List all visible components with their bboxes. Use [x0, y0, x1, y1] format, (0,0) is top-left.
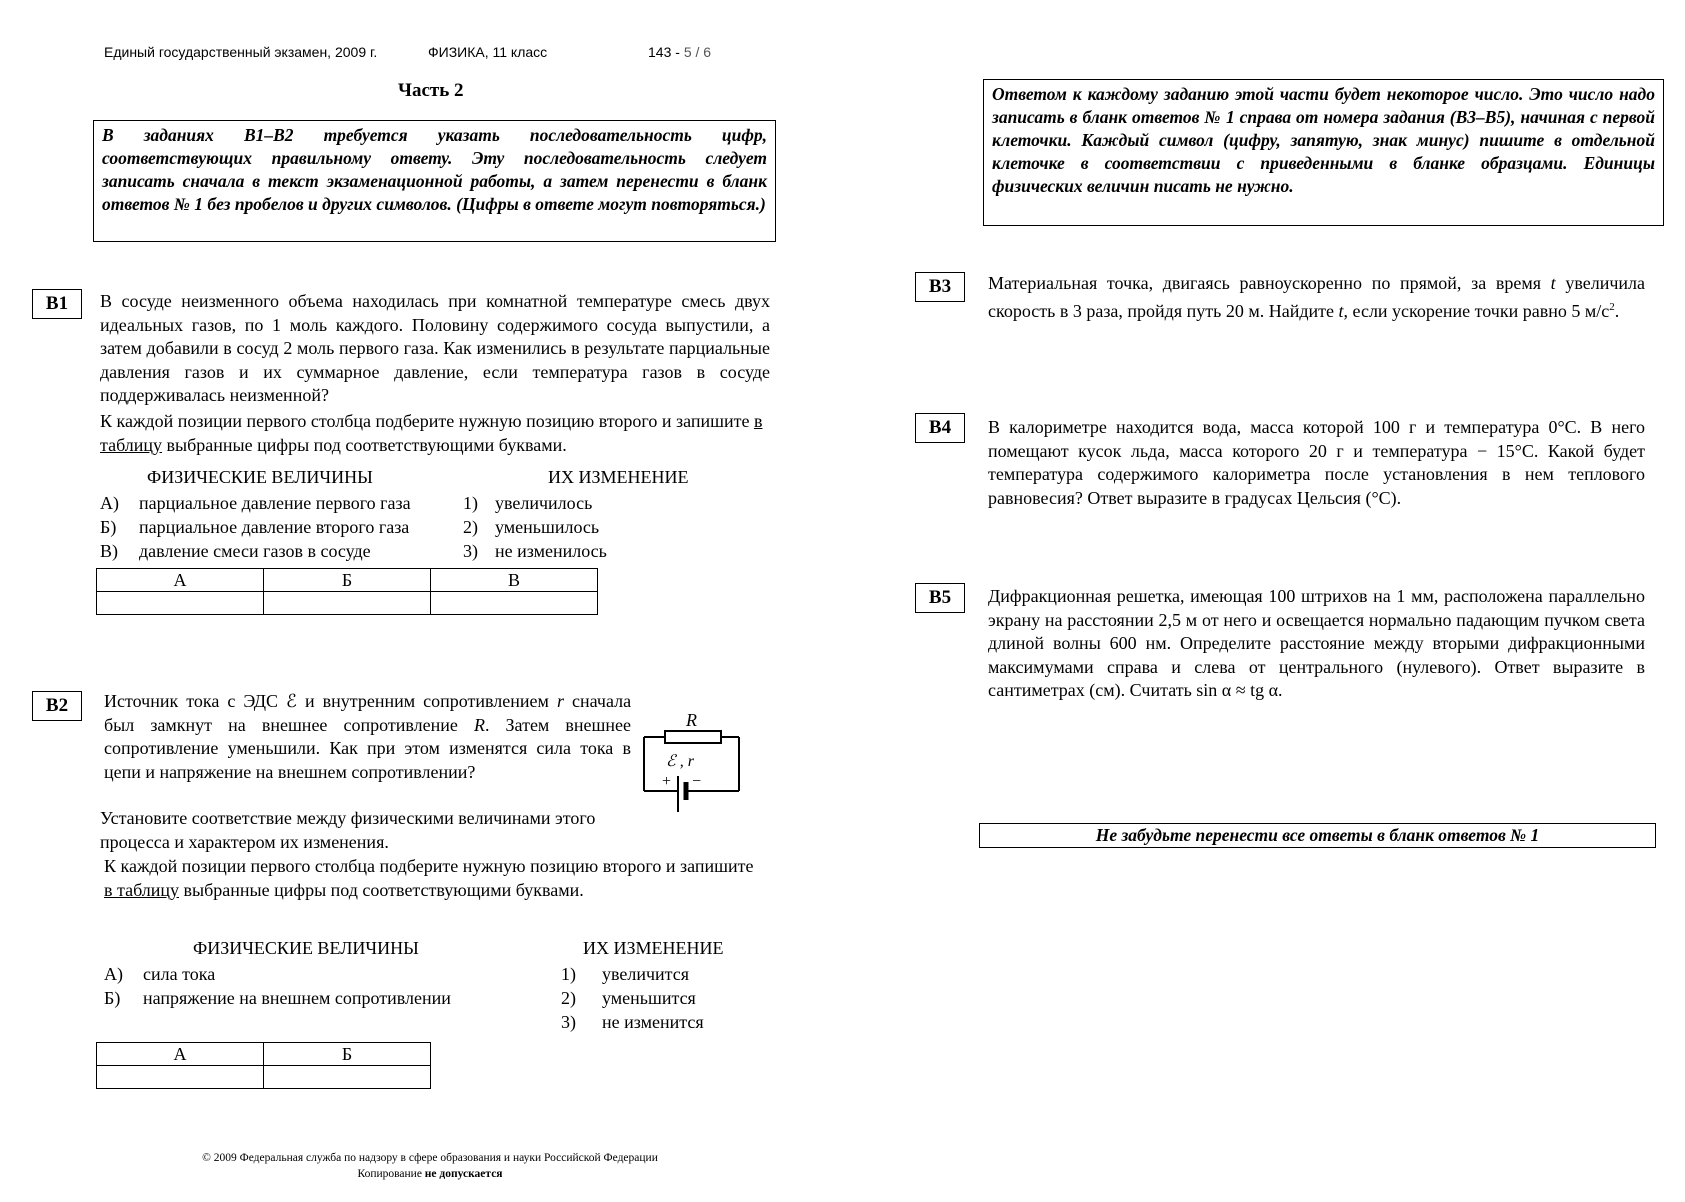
b2-right-item-key: 3): [561, 1012, 576, 1032]
b1-right-item-key: 3): [463, 541, 478, 561]
b1-instr-part: К каждой позиции первого столбца подберите нужную позицию второго и запишите: [100, 411, 750, 431]
b2-text: и внутренним сопротивлением: [304, 691, 549, 711]
b1-right-item-key: 2): [463, 517, 478, 537]
footer-text: Копирование: [357, 1168, 422, 1180]
b2-text: Источник тока с ЭДС: [104, 691, 279, 711]
b2-correspondence: Установите соответствие между физическими величинами этого процесса и характером их изменения.: [100, 808, 596, 852]
b1-left-item: [100, 515, 116, 539]
header-exam: Единый государственный экзамен, 2009 г.: [104, 44, 378, 60]
b2-right-item-key: 2): [561, 988, 576, 1008]
b1-left-item-text: парциальное давление первого газа: [139, 493, 411, 513]
b2-left-item-key: А): [104, 964, 123, 984]
b2-table-link: в таблицу: [104, 879, 180, 900]
b2-text: сначала был замкнут на внешнее сопротивление: [104, 691, 632, 735]
b1-left-item: [100, 491, 119, 515]
b3-question: [988, 272, 1645, 323]
b1-table-header: Б: [264, 569, 431, 592]
b5-formula: sin α ≈ tg α.: [1196, 680, 1283, 700]
b1-answer-cell[interactable]: [431, 592, 598, 615]
b2-right-item-text: увеличится: [602, 964, 690, 984]
b2-table-header: Б: [264, 1043, 431, 1066]
b1-col2-title: ИХ ИЗМЕНЕНИЕ: [548, 467, 689, 487]
footer-copy-notice: [150, 1167, 710, 1182]
item-key: В): [100, 541, 118, 561]
task-label-b3: B3: [915, 272, 965, 302]
b1-right-item-key: 1): [463, 493, 478, 513]
minus-sign: −: [692, 773, 702, 790]
t-symbol: t: [1550, 273, 1556, 293]
circuit-diagram: [640, 708, 750, 818]
task-label-b5: B5: [915, 583, 965, 613]
b4-question: В калориметре находится вода, масса которой 100 г и температура 0°С. В него помещают кусок льда, масса которого 20 г и температура − 15°С. Какой будет температура содержимого калориметра после установления в нем теплового равновесия? Ответ выразите в градусах Цельсия (°С).: [988, 417, 1645, 508]
b1-table-link: в таблицу: [100, 411, 763, 455]
page-of: 5 / 6: [683, 44, 712, 60]
b2-answer-table: [96, 1042, 431, 1089]
b1-left-item-text: давление смеси газов в сосуде: [139, 541, 371, 561]
reminder-box: Не забудьте перенести все ответы в бланк ответов № 1: [979, 823, 1656, 848]
b1-answer-table: [96, 568, 598, 615]
b1-right-item-text: увеличилось: [495, 493, 593, 513]
b2-right-item-key: 1): [561, 964, 576, 984]
b1-col1-title: ФИЗИЧЕСКИЕ ВЕЛИЧИНЫ: [147, 467, 373, 487]
footer-text-bold: не допускается: [424, 1168, 503, 1180]
part-title: Часть 2: [398, 80, 464, 101]
circuit-source-label: ℰ , r: [666, 753, 694, 770]
b2-right-item-text: уменьшится: [602, 988, 696, 1008]
b2-instr-part: выбранные цифры под соответствующими буквами.: [183, 879, 584, 900]
b2-right-item-text: не изменится: [602, 1012, 704, 1032]
b5-text: Дифракционная решетка, имеющая 100 штрихов на 1 мм, расположена параллельно экрану на расстоянии 2,5 м от него и освещается нормально падающим пучком света длиной волны 600 нм. Определите расстояние между вторыми дифракционными максимумами справа и слева от центрального (нулевого). Ответ выразите в сантиметрах (см). Считать: [988, 586, 1645, 700]
superscript: 2: [1609, 300, 1615, 313]
instruction-box-right: Ответом к каждому заданию этой части будет некоторое число. Это число надо записать в бланк ответов № 1 справа от номера задания (В3–В5), начиная с первой клеточки. Каждый символ (цифру, запятую, знак минус) пишите в отдельной клеточке в соответствии с приведенными в бланке образцами. Единицы физических величин писать не нужно.: [983, 79, 1664, 226]
item-key: Б): [100, 517, 117, 537]
b3-text: Материальная точка, двигаясь равноускоренно по прямой, за время: [988, 273, 1542, 293]
b1-question: В сосуде неизменного объема находилась при комнатной температуре смесь двух идеальных газов, по 1 моль каждого. Половину содержимого сосуда выпустили, а затем добавили в сосуд 2 моль первого газа. Как изменились в результате парциальные давления газов и их суммарное давление, если температура газов в сосуде поддерживалась неизменной?: [100, 291, 770, 405]
b1-left-item: [100, 539, 118, 563]
b2-instruction: [104, 855, 754, 902]
R-symbol: R: [473, 714, 485, 735]
r-symbol: r: [556, 691, 564, 711]
b2-question: [104, 690, 631, 784]
instruction-box-left: В заданиях В1–В2 требуется указать последовательность цифр, соответствующих правильному ответу. Эту последовательность следует записать сначала в текст экзаменационной работы, а затем перенести в бланк ответов № 1 без пробелов и других символов. (Цифры в ответе могут повторяться.): [93, 120, 776, 242]
t-symbol: t: [1338, 300, 1344, 321]
b2-left-item-text: сила тока: [143, 964, 216, 984]
b2-instr-part: К каждой позиции первого столбца подберите нужную позицию второго и запишите: [104, 856, 754, 876]
resistor-icon: [665, 731, 721, 743]
emf-symbol: ℰ: [286, 691, 297, 711]
b2-left-item-key: Б): [104, 988, 121, 1008]
b2-answer-cell[interactable]: [264, 1066, 431, 1089]
header-page: [648, 44, 711, 60]
plus-sign: +: [662, 773, 672, 790]
task-label-b1: B1: [32, 289, 82, 319]
b1-left-item-text: парциальное давление второго газа: [139, 517, 410, 537]
b1-answer-cell[interactable]: [97, 592, 264, 615]
footer-copyright: © 2009 Федеральная служба по надзору в сфере образования и науки Российской Федерации: [202, 1152, 658, 1164]
b5-question: [988, 585, 1645, 703]
b1-right-item-text: не изменилось: [495, 541, 607, 561]
item-key: А): [100, 493, 119, 513]
header-subject: ФИЗИКА, 11 класс: [428, 44, 548, 60]
task-label-b2: B2: [32, 691, 82, 721]
b1-right-item-text: уменьшилось: [495, 517, 600, 537]
b2-col1-title: ФИЗИЧЕСКИЕ ВЕЛИЧИНЫ: [193, 938, 419, 958]
b3-text: увеличила скорость в 3 раза, пройдя путь 20 м. Найдите: [988, 273, 1645, 321]
b3-text: , если ускорение точки равно 5 м/с: [1343, 300, 1610, 321]
b3-text: .: [1614, 300, 1620, 321]
circuit-resistor-label: R: [686, 710, 697, 730]
page-number: 143 -: [648, 44, 680, 60]
b2-answer-cell[interactable]: [97, 1066, 264, 1089]
b1-table-header: А: [97, 569, 264, 592]
b1-instr-part: выбранные цифры под соответствующими буквами.: [166, 434, 567, 455]
b1-table-header: В: [431, 569, 598, 592]
b2-left-item-text: напряжение на внешнем сопротивлении: [143, 988, 451, 1008]
b2-col2-title: ИХ ИЗМЕНЕНИЕ: [583, 938, 724, 958]
b2-text: . Затем внешнее сопротивление уменьшили. Как при этом изменятся сила тока в цепи и напряжение на внешнем сопротивлении?: [104, 714, 631, 782]
b1-instruction: [100, 410, 770, 457]
b2-table-header: А: [97, 1043, 264, 1066]
b1-answer-cell[interactable]: [264, 592, 431, 615]
task-label-b4: B4: [915, 413, 965, 443]
